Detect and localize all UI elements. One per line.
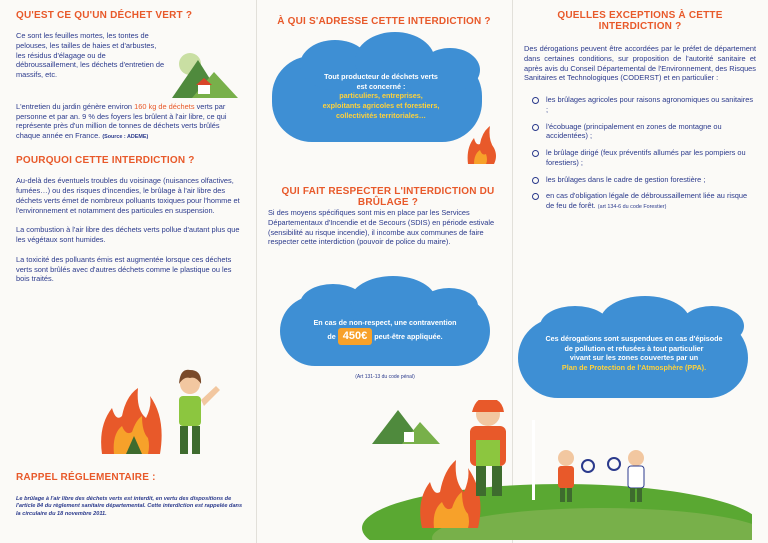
column-left xyxy=(0,0,256,543)
heading-dechet-vert: QU'EST CE QU'UN DÉCHET VERT ? xyxy=(16,10,193,21)
list-item: les brûlages dans le cadre de gestion forestière ; xyxy=(530,175,756,185)
fine-reference: (Art 131-13 du code pénal) xyxy=(355,374,415,380)
paragraph-definition: Ce sont les feuilles mortes, les tontes de pelouses, les tailles de haies et d'arbustes, les résidus d'élagage ou de débroussaillement, les déchets d'entretien de massifs, etc. xyxy=(16,31,165,80)
fine-amount: 450€ xyxy=(338,328,372,345)
cloud-fine-text: En cas de non-respect, une contravention de 450€ peut-être appliquée. xyxy=(284,318,486,345)
paragraph-rappel: Le brûlage à l'air libre des déchets verts est interdit, en vertu des dispositions de l'article 84 du règlement sanitaire départemental. Cette interdiction est rappelée dans la circulaire du 18 novembre 2011. xyxy=(16,496,243,517)
paragraph-humidity: La combustion à l'air libre des déchets verts pollue d'autant plus que les végétaux sont humides. xyxy=(16,225,240,245)
exceptions-list xyxy=(524,95,756,211)
paragraph-pollution: Au-delà des éventuels troubles du voisinage (nuisances olfactives, fumées…) ou des risques d'incendies, le brûlage à l'air libre des déchets verts émet de nombreux polluants toxiques pour l'homme et l'environnement et notamment des particules en suspension. xyxy=(16,176,240,215)
cloud-concerned-text: Tout producteur de déchets verts est concerné : particuliers, entreprises, exploitants agricoles et forestiers, collectivités territoriales… xyxy=(322,72,440,120)
list-item: les brûlages agricoles pour raisons agronomiques ou sanitaires ; xyxy=(530,95,756,115)
paragraph-statistics: L'entretien du jardin génère environ 160 kg de déchets verts par personne et par an. 9 % des foyers les brûlent à l'air libre, ce qui représente près d'un million de tonnes de déchets verts brûlés chaque année en France. (Source : ADEME) xyxy=(16,101,227,141)
heading-exceptions: QUELLES EXCEPTIONS À CETTE INTERDICTION ? xyxy=(557,10,723,32)
mountain-house-illustration xyxy=(170,50,240,100)
heading-qui-fait: QUI FAIT RESPECTER L'INTERDICTION DU BRÛLAGE ? xyxy=(281,186,495,208)
heading-rappel: RAPPEL RÉGLEMENTAIRE : xyxy=(16,472,156,483)
small-fire-icon xyxy=(464,124,498,164)
paragraph-enforcement: Si des moyens spécifiques sont mis en place par les Services Départementaux d'Incendie et de Secours (SDIS) en période estivale (sensibilité au risque incendie), il incombe aux communes de faire respecter cette interdiction (pouvoir de police du maire). xyxy=(268,208,495,247)
list-item: l'écobuage (principalement en zones de montagne ou accidentées) ; xyxy=(530,122,756,142)
gardener-fire-illustration xyxy=(90,366,240,456)
column-right xyxy=(512,0,768,543)
heading-a-qui: À QUI S'ADRESSE CETTE INTERDICTION ? xyxy=(277,16,491,27)
list-item: le brûlage dirigé (feux préventifs allumés par les pompiers ou forestiers) ; xyxy=(530,148,756,168)
paragraph-derogations: Des dérogations peuvent être accordées par le préfet de département dans certaines conditions, sur proposition de l'autorité sanitaire et après avis du Conseil Départemental de l'Environnement, des Risques Sanitaires et Technologiques (CODERST) et en particulier : xyxy=(524,44,756,83)
heading-pourquoi: POURQUOI CETTE INTERDICTION ? xyxy=(16,155,195,167)
cloud-suspended-text: Ces dérogations sont suspendues en cas d'épisode de pollution et refusées à tout particulier vivant sur les zones couvertes par un Plan de Protection de l'Atmosphère (PPA). xyxy=(545,334,723,373)
paragraph-toxicity: La toxicité des polluants émis est augmentée lorsque ces déchets verts sont brûlés avec d'autres déchets comme le plastique ou les bois traités. xyxy=(16,254,232,284)
list-item: en cas d'obligation légale de débroussaillement liée au risque de feu de forêt. (art 134-6 du code Forestier) xyxy=(530,191,756,211)
